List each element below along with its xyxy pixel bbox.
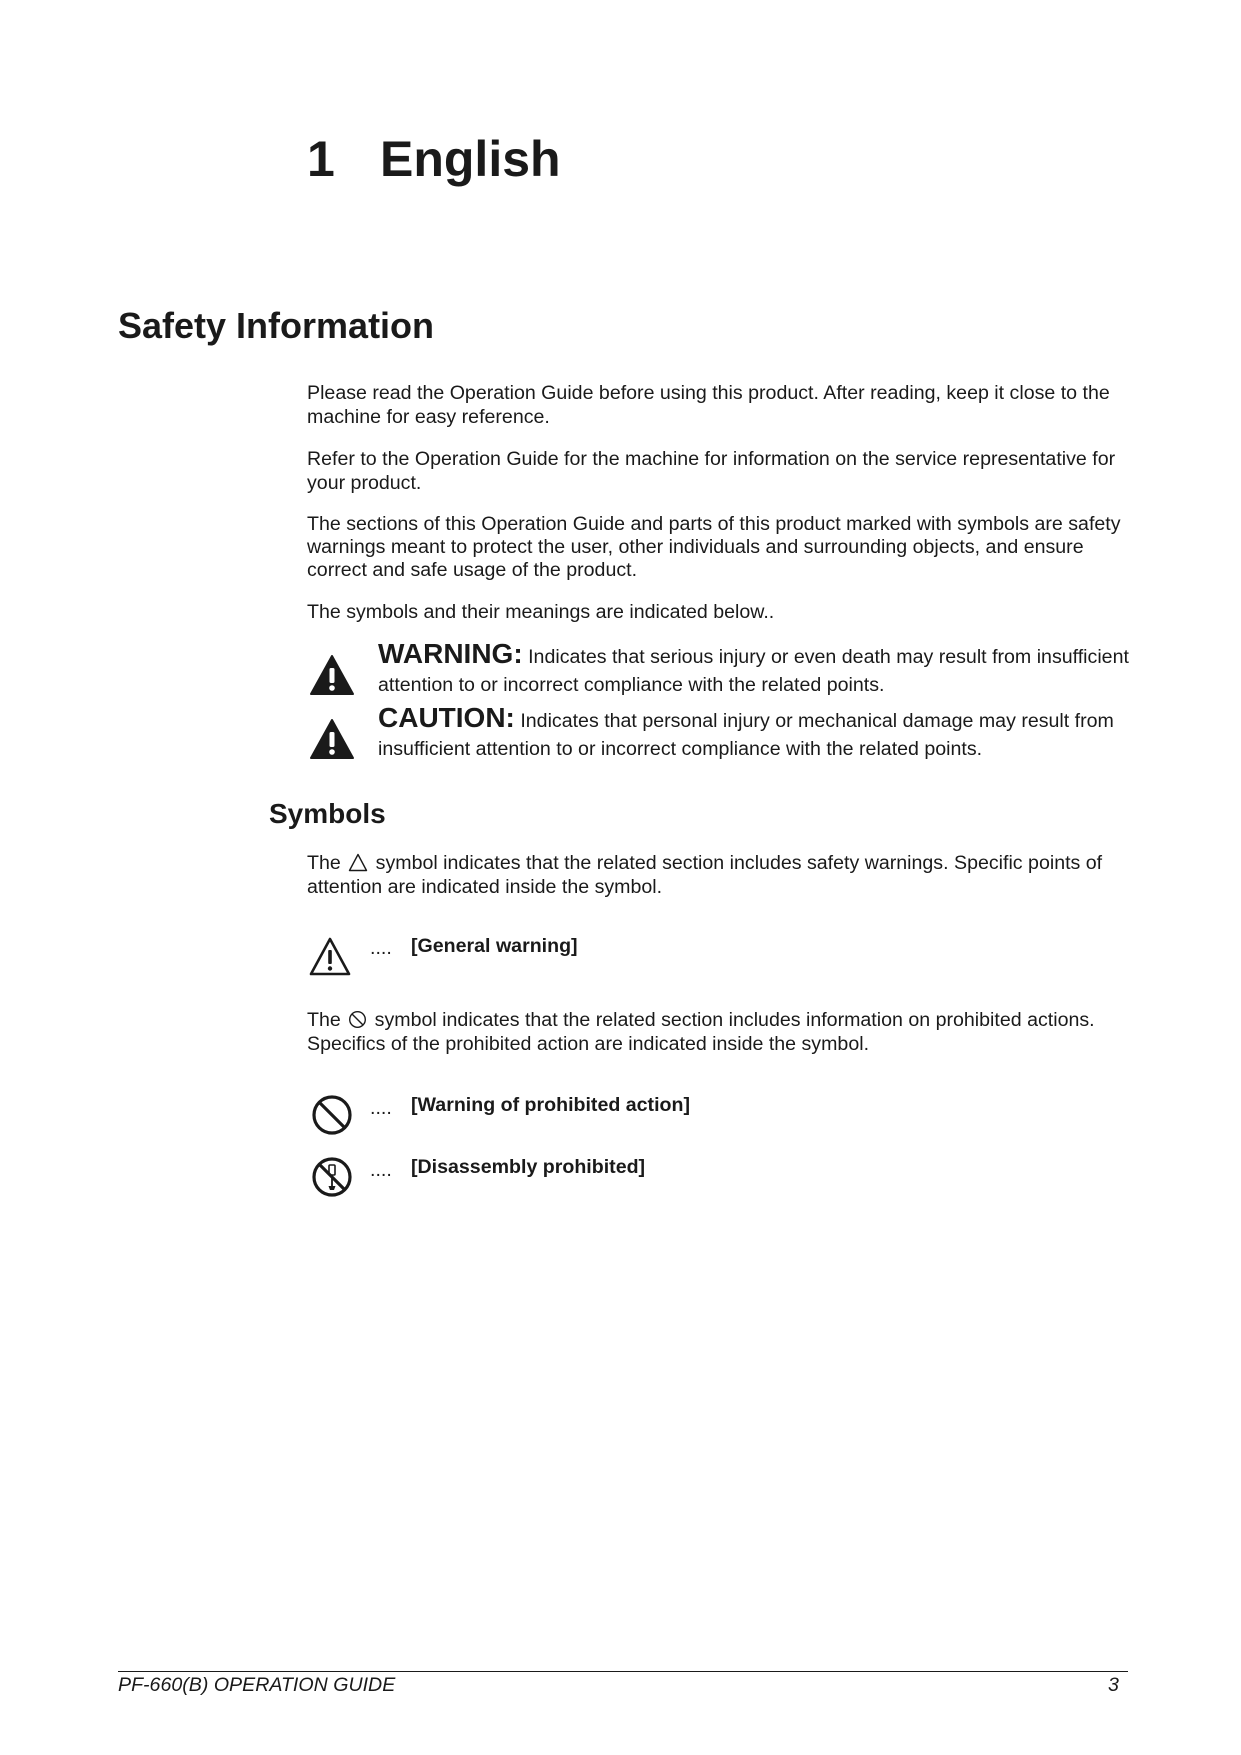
- prohibited-para-lead: The: [307, 1009, 341, 1031]
- intro-paragraph-1: Please read the Operation Guide before using this product. After reading, keep it close to the machine for easy reference.: [307, 382, 1110, 428]
- prohibited-action-label: [Warning of prohibited action]: [411, 1094, 690, 1116]
- footer-page-number: 3: [1108, 1674, 1119, 1696]
- triangle-para-body: symbol indicates that the related section includes safety warnings. Specific points of attention are indicated inside the symbol.: [307, 852, 1103, 898]
- outline-prohibited-icon: [348, 1010, 367, 1029]
- warning-icon: [309, 654, 355, 696]
- caution-notice: [378, 704, 1138, 763]
- intro-paragraph-2: Refer to the Operation Guide for the machine for information on the service representative for your product.: [307, 448, 1116, 494]
- prohibited-symbol-paragraph: [307, 1008, 1127, 1056]
- triangle-symbol-paragraph: [307, 851, 1127, 899]
- warning-description: Indicates that serious injury or even death may result from insufficient attention to or incorrect compliance with the related points.: [378, 646, 1129, 696]
- disassembly-prohibited-label: [Disassembly prohibited]: [411, 1156, 646, 1178]
- general-warning-icon: [308, 935, 352, 979]
- prohibited-icon: [310, 1093, 354, 1137]
- outline-triangle-icon: [348, 853, 368, 872]
- intro-paragraph-3: The sections of this Operation Guide and parts of this product marked with symbols are safety warnings meant to protect the user, other individuals and surrounding objects, and ensure correct and safe usage of the product.: [307, 513, 1121, 581]
- prohibited-para-body: symbol indicates that the related section includes information on prohibited actions. Specifics of the prohibited action are indicated inside the symbol.: [307, 1009, 1095, 1055]
- footer-guide-title: PF-660(B) OPERATION GUIDE: [118, 1674, 396, 1696]
- caution-icon: [309, 718, 355, 760]
- prohibited-action-dots: ....: [370, 1097, 392, 1119]
- chapter-number: 1: [307, 131, 335, 187]
- caution-label: CAUTION:: [378, 702, 515, 733]
- footer-divider: [118, 1671, 1128, 1672]
- general-warning-dots: ....: [370, 937, 392, 959]
- triangle-para-lead: The: [307, 852, 341, 874]
- caution-description: Indicates that personal injury or mechanical damage may result from insufficient attention to or incorrect compliance with the related points.: [378, 710, 1114, 760]
- disassembly-dots: ....: [370, 1159, 392, 1181]
- intro-paragraph-4: The symbols and their meanings are indicated below..: [307, 601, 775, 623]
- warning-label: WARNING:: [378, 638, 523, 669]
- symbols-title: Symbols: [269, 798, 386, 829]
- section-title: Safety Information: [118, 305, 435, 346]
- chapter-name: English: [380, 131, 561, 187]
- chapter-title: [307, 131, 561, 187]
- general-warning-label: [General warning]: [411, 935, 578, 957]
- disassembly-prohibited-icon: [310, 1155, 354, 1199]
- warning-notice: [378, 640, 1138, 699]
